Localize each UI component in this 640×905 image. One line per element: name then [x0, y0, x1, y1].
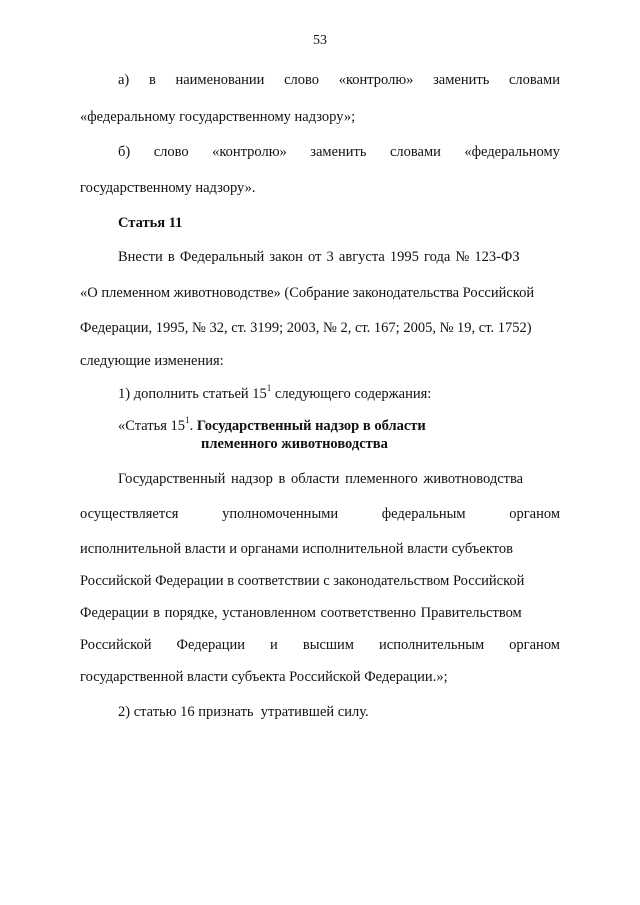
body-line5: Федерации в порядке, установленном соответственно Правительством	[80, 605, 522, 621]
intro-line1: Внести в Федеральный закон от 3 августа 1995 года № 123-ФЗ	[118, 249, 520, 265]
article-heading: Статья 11	[118, 215, 183, 231]
word: уполномоченными	[222, 506, 339, 522]
intro-line3: Федерации, 1995, № 32, ст. 3199; 2003, № 2, ст. 167; 2005, № 19, ст. 1752)	[80, 320, 532, 336]
body-line2	[80, 505, 560, 523]
para-a-line1	[118, 71, 560, 89]
word: б)	[118, 144, 131, 160]
item-1-sup: 1	[266, 383, 272, 394]
new-article-dot: .	[189, 418, 194, 434]
new-article-title-line1: Государственный надзор в области	[196, 418, 426, 434]
word: заменить	[433, 72, 490, 88]
para-b-line2: государственному надзору».	[80, 180, 256, 196]
word: исполнительным	[379, 637, 485, 653]
new-article-title-line2: племенного животноводства	[201, 436, 388, 452]
item-1-text: 1) дополнить статьей 15	[118, 386, 267, 402]
new-article-sup: 1	[185, 415, 190, 426]
word: федеральным	[381, 506, 466, 522]
para-a-line2: «федеральному государственному надзору»;	[80, 109, 356, 125]
body-line1: Государственный надзор в области племенного животноводства	[118, 471, 524, 487]
word: а)	[118, 72, 130, 88]
item-1	[118, 385, 560, 403]
word: Российской	[80, 637, 152, 653]
word: слово	[153, 144, 189, 160]
word: и	[270, 637, 278, 653]
body-line3: исполнительной власти и органами исполнительной власти субъектов	[80, 541, 513, 557]
page-number: 53	[313, 33, 327, 48]
word: «контролю»	[212, 144, 287, 160]
word: словами	[509, 72, 560, 88]
word: высшим	[302, 637, 354, 653]
word: в	[148, 72, 156, 88]
intro-line4: следующие изменения:	[80, 353, 224, 369]
word: «контролю»	[338, 72, 414, 88]
body-line4: Российской Федерации в соответствии с законодательством Российской	[80, 573, 525, 589]
para-b-line1	[118, 143, 560, 161]
body-line6	[80, 636, 560, 654]
word: словами	[389, 144, 441, 160]
intro-line2: «О племенном животноводстве» (Собрание законодательства Российской	[80, 285, 535, 301]
word: заменить	[310, 144, 367, 160]
new-article-heading	[118, 415, 426, 452]
word: Федерации	[176, 637, 245, 653]
word: «федеральному	[464, 144, 560, 160]
item-1-tail: следующего содержания:	[271, 386, 432, 402]
word: осуществляется	[80, 506, 179, 522]
item-2: 2) статью 16 признать утратившей силу.	[118, 704, 369, 720]
word: наименовании	[175, 72, 265, 88]
body-line7: государственной власти субъекта Российской Федерации.»;	[80, 669, 448, 685]
word: органом	[509, 637, 560, 653]
word: органом	[509, 506, 560, 522]
new-article-prefix: «Статья 15	[118, 418, 186, 434]
word: слово	[284, 72, 320, 88]
